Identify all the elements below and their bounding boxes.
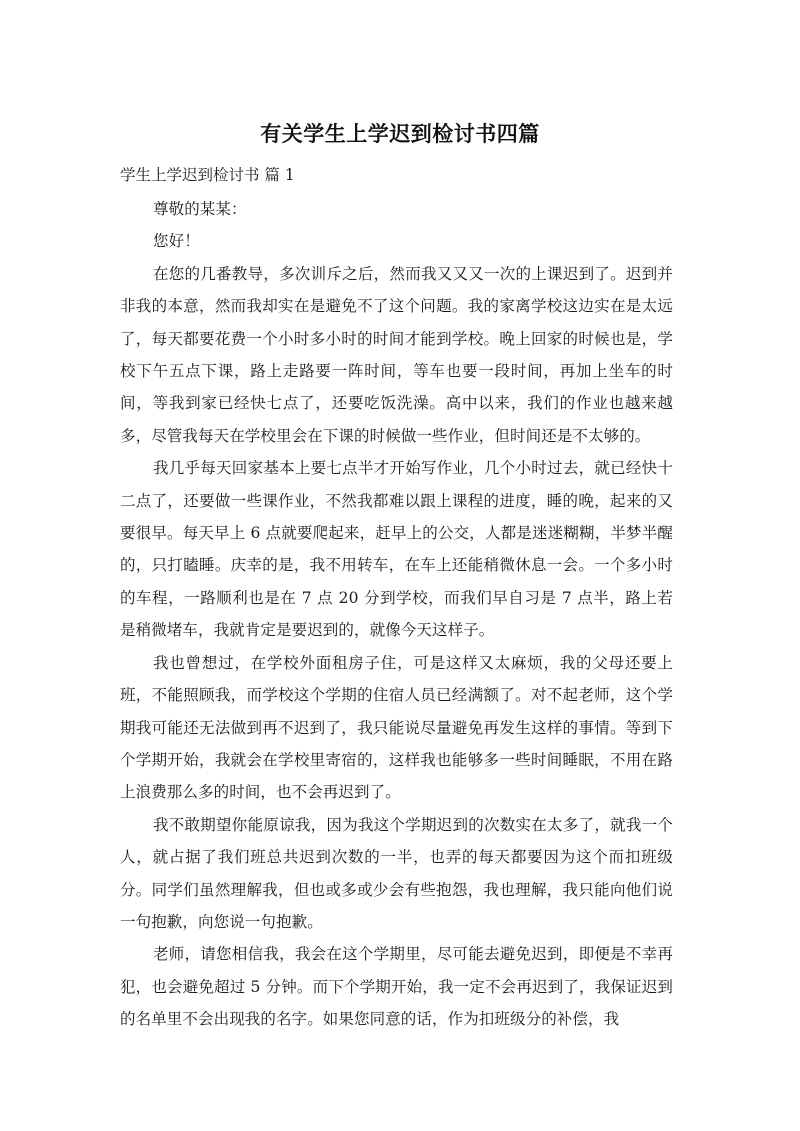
greeting: 您好！: [153, 232, 200, 251]
paragraph: 我也曾想过，在学校外面租房子住，可是这样又太麻烦，我的父母还要上班，不能照顾我，而学校这个学期的住宿人员已经满额了。对不起老师，这个学期我可能还无法做到再不迟到了，我只能说尽量避免再发生这样的事情。等到下个学期开始，我就会在学校里寄宿的，这样我也能够多一些时间睡眠，不用在路上浪费那么多的时间，也不会再迟到了。: [120, 653, 673, 802]
section-heading: 学生上学迟到检讨书 篇 1: [120, 166, 295, 184]
salutation: 尊敬的某某：: [153, 200, 247, 218]
paragraph: 我几乎每天回家基本上要七点半才开始写作业，几个小时过去，就已经快十二点了，还要做一些课作业，不然我都难以跟上课程的进度，睡的晚，起来的又要很早。每天早上 6 点就要爬起来，赶早上的公交，人都是迷迷糊糊，半梦半醒的，只打瞌睡。庆幸的是，我不用转车，在车上还能稍微休息一会。一个多小时的车程，一路顺利也是在 7 点 20 分到学校，而我们早自习是 7 点半，路上若是稍微堵车，我就肯定是要迟到的，就像今天这样子。: [120, 459, 673, 640]
paragraph: 老师，请您相信我，我会在这个学期里，尽可能去避免迟到，即便是不幸再犯，也会避免超过 5 分钟。而下个学期开始，我一定不会再迟到了，我保证迟到的名单里不会出现我的名字。如果您同意的话，作为扣班级分的补偿，我: [120, 945, 673, 1029]
paragraph: 我不敢期望你能原谅我，因为我这个学期迟到的次数实在太多了，就我一个人，就占据了我们班总共迟到次数的一半，也弄的每天都要因为这个而扣班级分。同学们虽然理解我，但也或多或少会有些抱怨，我也理解，我只能向他们说一句抱歉，向您说一句抱歉。: [120, 815, 673, 931]
document-title: 有关学生上学迟到检讨书四篇: [260, 122, 540, 146]
document-body: [120, 193, 673, 1036]
paragraph: 在您的几番教导，多次训斥之后，然而我又又又一次的上课迟到了。迟到并非我的本意，然而我却实在是避免不了这个问题。我的家离学校这边实在是太远了，每天都要花费一个小时多小时的时间才能到学校。晚上回家的时候也是，学校下午五点下课，路上走路要一阵时间，等车也要一段时间，再加上坐车的时间，等我到家已经快七点了，还要吃饭洗澡。高中以来，我们的作业也越来越多，尽管我每天在学校里会在下课的时候做一些作业，但时间还是不太够的。: [120, 264, 673, 445]
